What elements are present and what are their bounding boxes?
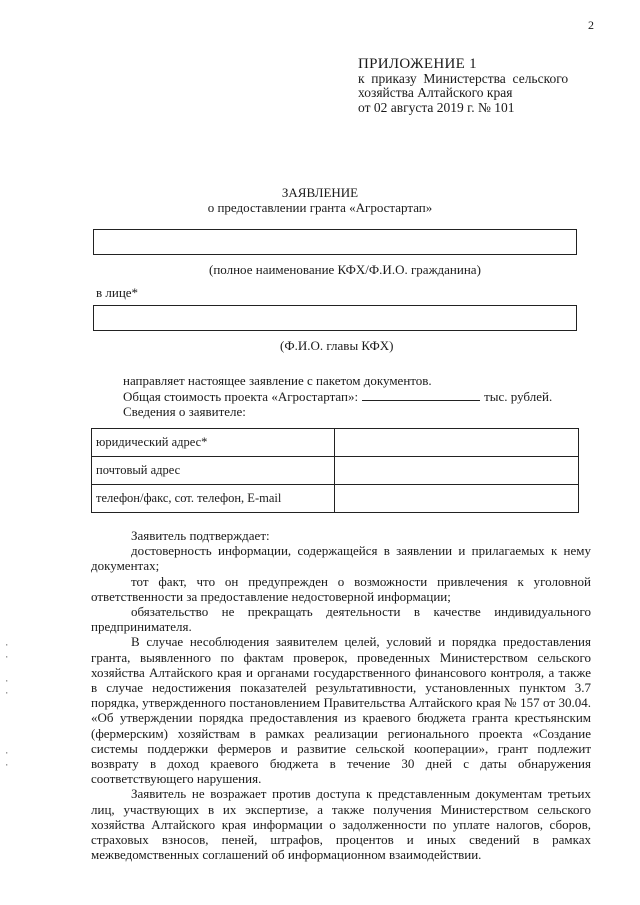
project-cost-label: Общая стоимость проекта «Агростартап»: (123, 389, 359, 404)
intro-line: направляет настоящее заявление с пакетом документов. (123, 373, 432, 388)
confirm-item-liability: тот факт, что он предупрежден о возможности привлечения к уголовной ответственности за предоставление недостоверной информации; (91, 573, 591, 604)
project-cost-row (123, 389, 552, 405)
document-subtitle: о предоставлении гранта «Агростартап» (207, 200, 433, 215)
legal-address-label: юридический адрес* (92, 429, 335, 457)
in-person-label: в лице* (96, 285, 139, 300)
appendix-line-3: от 02 августа 2019 г. № 101 (358, 99, 515, 115)
postal-address-label: почтовый адрес (92, 457, 335, 485)
project-cost-input[interactable] (362, 389, 480, 401)
head-name-field[interactable] (93, 305, 577, 331)
grant-return-paragraph: В случае несоблюдения заявителем целей, условий и порядка предоставления гранта, выявленного по фактам проверок, проведенных Министерством сельского хозяйства Алтайского края и органами государственного финансового контроля, а также в случае недостижения показателей результативности, установленных пунктом 3.7 порядка, утвержденного постановлением Правительства Алтайского края № 157 от 30.04. «Об утверждении порядка предоставления из краевого бюджета гранта крестьянским (фермерским) хозяйствам в рамках реализации регионального проекта «Создание системы поддержки фермеров и развитие сельской кооперации», грант подлежит возврату в доход краевого бюджета в течение 30 дней с даты обнаружения соответствующего нарушения. (91, 634, 591, 787)
appendix-line-1: к приказу Министерства сельского (358, 70, 569, 86)
legal-address-value[interactable] (335, 429, 579, 457)
postal-address-value[interactable] (335, 457, 579, 485)
scan-margin-marks: · · · · · · (4, 641, 10, 771)
org-name-field[interactable] (93, 229, 577, 255)
table-row (92, 457, 579, 485)
appendix-title: ПРИЛОЖЕНИЕ 1 (358, 56, 477, 72)
table-row (92, 429, 579, 457)
data-access-paragraph: Заявитель не возражает против доступа к представленным документам третьих лиц, участвующих в их экспертизе, а также получения Министерством сельского хозяйства Алтайского края информации о задолженности по уплате налогов, сборов, страховых взносов, пеней, штрафов, процентов и иных сведений в рамках межведомственных соглашений об информационном взаимодействии. (91, 786, 591, 863)
table-row (92, 485, 579, 513)
applicant-info-table (91, 428, 579, 513)
head-name-caption: (Ф.И.О. главы КФХ) (280, 338, 394, 353)
confirm-item-obligation: обязательство не прекращать деятельности в качестве индивидуального предпринимателя. (91, 604, 591, 635)
applicant-info-label: Сведения о заявителе: (123, 404, 246, 419)
contacts-label: телефон/факс, сот. телефон, E-mail (92, 485, 335, 513)
page-number: 2 (588, 18, 594, 32)
contacts-value[interactable] (335, 485, 579, 513)
project-cost-unit: тыс. рублей. (484, 389, 553, 404)
org-name-caption: (полное наименование КФХ/Ф.И.О. гражданина) (209, 262, 481, 277)
document-title: ЗАЯВЛЕНИЕ (281, 185, 359, 200)
confirm-intro: Заявитель подтверждает: (131, 528, 270, 543)
confirmation-text (91, 528, 591, 862)
appendix-block (358, 57, 568, 115)
confirm-item-accuracy: достоверность информации, содержащейся в заявлении и прилагаемых к нему документах; (91, 543, 591, 574)
appendix-line-2: хозяйства Алтайского края (358, 85, 513, 100)
